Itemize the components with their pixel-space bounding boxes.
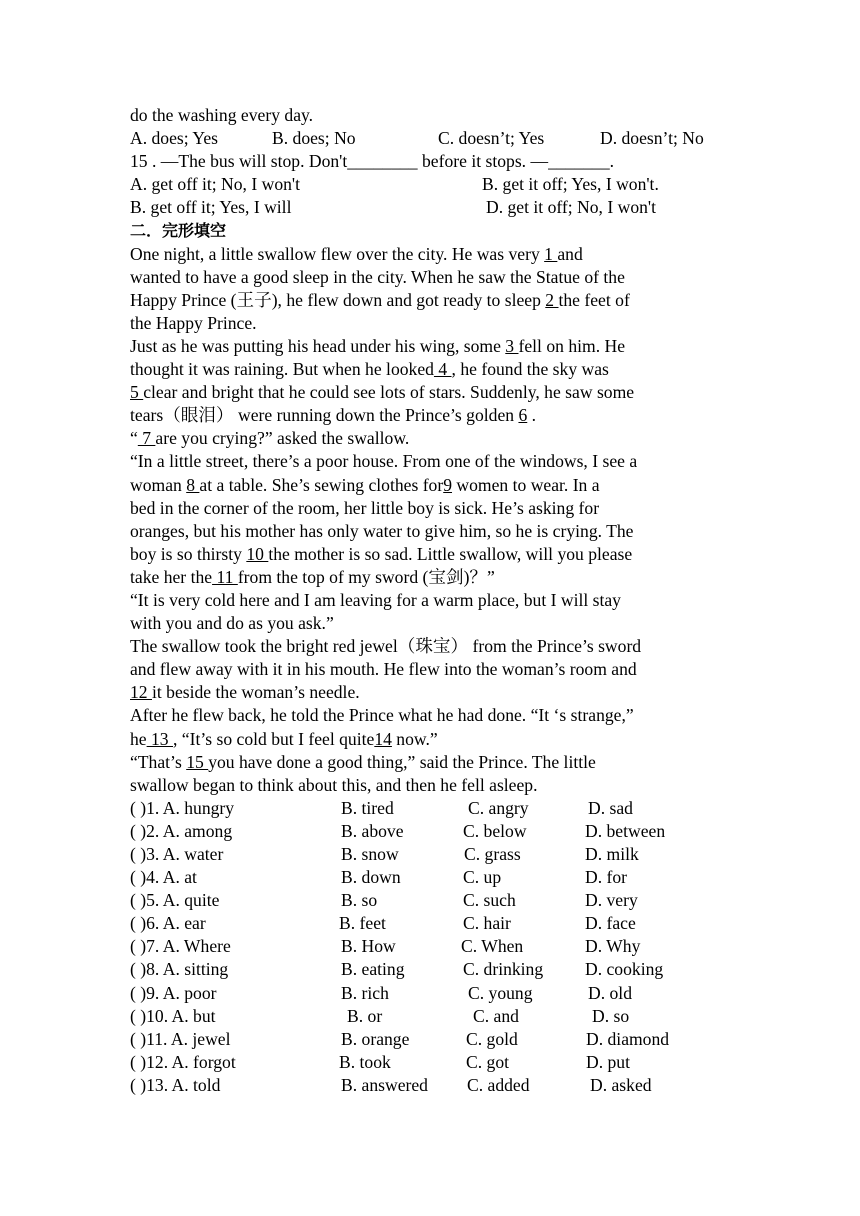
question-row bbox=[130, 935, 730, 958]
option-c: C. and bbox=[473, 1005, 519, 1026]
question-stem: ( )4. A. at bbox=[130, 867, 197, 888]
passage-line: After he flew back, he told the Prince what he had done. “It ‘s strange,” bbox=[130, 705, 634, 726]
text: . bbox=[527, 405, 537, 426]
option-b: B. orange bbox=[341, 1028, 410, 1049]
q15-stem: 15 . —The bus will stop. Don't________ before it stops. —_______. bbox=[130, 151, 615, 172]
option-d: D. cooking bbox=[585, 959, 664, 980]
option-c: C. such bbox=[463, 890, 516, 911]
question-row bbox=[130, 889, 730, 912]
section-heading: 二．完形填空 bbox=[130, 221, 227, 241]
text: “That’s bbox=[130, 751, 187, 772]
text: , he found the sky was bbox=[451, 359, 609, 380]
question-stem: ( )1. A. hungry bbox=[130, 797, 235, 818]
question-stem: ( )13. A. told bbox=[130, 1074, 221, 1095]
option-c: C. grass bbox=[464, 844, 521, 864]
text: the mother is so sad. Little swallow, will you please bbox=[268, 543, 633, 564]
passage-line bbox=[130, 289, 730, 312]
blank-8: 8 bbox=[186, 474, 200, 495]
question-row bbox=[130, 1074, 730, 1097]
question-stem: ( )10. A. but bbox=[130, 1005, 216, 1026]
question-row bbox=[130, 958, 730, 981]
text: , “It’s so cold but I feel quite bbox=[173, 728, 375, 749]
passage-line bbox=[130, 358, 730, 381]
option-d: D. face bbox=[585, 913, 636, 934]
option-c: C. gold bbox=[466, 1028, 518, 1049]
option-d: D. milk bbox=[585, 844, 639, 864]
text: it beside the woman’s needle. bbox=[152, 682, 360, 703]
passage-line bbox=[130, 404, 730, 427]
passage-line bbox=[130, 681, 730, 704]
text: Just as he was putting his head under his wing, some bbox=[130, 335, 506, 356]
option-c: C. up bbox=[463, 867, 502, 888]
option-d: D. asked bbox=[590, 1074, 652, 1095]
text: are you crying?” asked the swallow. bbox=[155, 428, 410, 449]
passage-line: bed in the corner of the room, her little boy is sick. He’s asking for bbox=[130, 497, 600, 518]
text: “ bbox=[130, 428, 138, 449]
option-d: D. diamond bbox=[586, 1028, 670, 1049]
passage-line bbox=[130, 751, 730, 774]
text: clear and bright that he could see lots of stars. Suddenly, he saw some bbox=[143, 382, 635, 403]
option-c: C. got bbox=[466, 1051, 510, 1072]
question-row bbox=[130, 982, 730, 1005]
passage-line: wanted to have a good sleep in the city. When he saw the Statue of the bbox=[130, 266, 625, 287]
question-stem: ( )9. A. poor bbox=[130, 982, 217, 1003]
option-d: D. between bbox=[585, 820, 666, 841]
blank-14: 14 bbox=[374, 728, 392, 749]
question-stem: ( )3. A. water bbox=[130, 844, 224, 864]
text: at a table. She’s sewing clothes for bbox=[199, 474, 444, 495]
q14-option-b: B. does; No bbox=[272, 128, 356, 149]
text: now.” bbox=[391, 728, 438, 749]
option-b: B. down bbox=[341, 867, 401, 888]
question-row bbox=[130, 1005, 730, 1028]
q15-option-b: B. get it off; Yes, I won't. bbox=[482, 174, 659, 195]
passage-line bbox=[130, 243, 730, 266]
question-stem: ( )5. A. quite bbox=[130, 890, 220, 911]
question-row bbox=[130, 866, 730, 889]
passage-line bbox=[130, 474, 730, 497]
text: boy is so thirsty bbox=[130, 543, 247, 564]
option-d: D. Why bbox=[585, 936, 641, 957]
option-c: C. hair bbox=[463, 913, 511, 934]
question-row bbox=[130, 1028, 730, 1051]
option-c: C. added bbox=[467, 1074, 530, 1095]
question-stem: ( )2. A. among bbox=[130, 820, 233, 841]
text: from the top of my sword (宝剑)？” bbox=[237, 566, 495, 587]
question-stem: ( )11. A. jewel bbox=[130, 1028, 231, 1049]
passage-line bbox=[130, 543, 730, 566]
passage-line bbox=[130, 728, 730, 751]
option-c: C. drinking bbox=[463, 959, 544, 980]
text: fell on him. He bbox=[518, 335, 626, 356]
text: he bbox=[130, 728, 147, 749]
q15-option-b2: B. get off it; Yes, I will bbox=[130, 197, 292, 218]
blank-3: 3 bbox=[505, 335, 519, 356]
text: woman bbox=[130, 474, 187, 495]
passage-line: the Happy Prince. bbox=[130, 312, 257, 333]
text: thought it was raining. But when he looked bbox=[130, 359, 434, 380]
option-d: D. very bbox=[585, 890, 638, 911]
option-d: D. old bbox=[588, 982, 632, 1003]
q14-options bbox=[130, 127, 730, 150]
blank-5: 5 bbox=[130, 382, 144, 403]
blank-1: 1 bbox=[544, 243, 558, 264]
passage-line: swallow began to think about this, and then he fell asleep. bbox=[130, 774, 538, 795]
blank-10: 10 bbox=[246, 543, 269, 564]
q14-option-a: A. does; Yes bbox=[130, 128, 218, 149]
passage-line bbox=[130, 335, 730, 358]
question-row bbox=[130, 912, 730, 935]
option-d: D. put bbox=[586, 1051, 630, 1072]
question-row bbox=[130, 843, 730, 866]
option-b: B. so bbox=[341, 890, 378, 911]
option-d: D. sad bbox=[588, 797, 633, 818]
q15-option-d: D. get it off; No, I won't bbox=[486, 197, 656, 218]
question-row bbox=[130, 820, 730, 843]
q14-option-c: C. doesn’t; Yes bbox=[438, 128, 545, 149]
blank-9: 9 bbox=[443, 474, 453, 495]
passage-line: The swallow took the bright red jewel（珠宝） from the Prince’s sword bbox=[130, 636, 642, 657]
question-list bbox=[130, 797, 730, 1097]
q15-options-row1 bbox=[130, 173, 730, 196]
passage-line bbox=[130, 566, 730, 589]
question-stem: ( )6. A. ear bbox=[130, 913, 206, 934]
q15-options-row2 bbox=[130, 196, 730, 219]
exam-page bbox=[130, 104, 730, 1097]
question-stem: ( )12. A. forgot bbox=[130, 1051, 236, 1072]
blank-12: 12 bbox=[130, 682, 152, 703]
option-b: B. snow bbox=[341, 844, 399, 864]
text: and bbox=[557, 243, 583, 264]
passage-line bbox=[130, 427, 730, 450]
option-c: C. young bbox=[468, 982, 533, 1003]
q15-option-a: A. get off it; No, I won't bbox=[130, 174, 300, 195]
question-stem: ( )7. A. Where bbox=[130, 936, 231, 957]
option-b: B. above bbox=[341, 820, 404, 841]
q14-option-d: D. doesn’t; No bbox=[600, 128, 704, 149]
option-b: B. rich bbox=[341, 982, 389, 1003]
blank-6: 6 bbox=[518, 405, 528, 426]
option-b: B. or bbox=[347, 1005, 383, 1026]
blank-15: 15 bbox=[186, 751, 209, 772]
option-b: B. eating bbox=[341, 959, 405, 980]
option-b: B. tired bbox=[341, 797, 394, 818]
passage-line bbox=[130, 381, 730, 404]
option-b: B. answered bbox=[341, 1074, 428, 1095]
prev-question-tail: do the washing every day. bbox=[130, 105, 314, 125]
option-b: B. How bbox=[341, 936, 396, 957]
option-b: B. took bbox=[339, 1051, 391, 1072]
option-c: C. below bbox=[463, 820, 527, 841]
passage-line: “In a little street, there’s a poor house. From one of the windows, I see a bbox=[130, 451, 638, 472]
text: women to wear. In a bbox=[452, 474, 600, 495]
text: One night, a little swallow flew over the city. He was very bbox=[130, 243, 545, 264]
option-d: D. for bbox=[585, 867, 628, 888]
passage-line: oranges, but his mother has only water to give him, so he is crying. The bbox=[130, 520, 634, 541]
blank-11: 11 bbox=[212, 566, 238, 587]
blank-2: 2 bbox=[545, 289, 559, 310]
passage-line: and flew away with it in his mouth. He flew into the woman’s room and bbox=[130, 659, 637, 680]
option-d: D. so bbox=[592, 1005, 630, 1026]
passage-line: “It is very cold here and I am leaving for a warm place, but I will stay bbox=[130, 589, 621, 610]
text: tears（眼泪） were running down the Prince’s golden bbox=[130, 405, 519, 426]
question-row bbox=[130, 1051, 730, 1074]
option-b: B. feet bbox=[339, 913, 386, 934]
text: you have done a good thing,” said the Prince. The little bbox=[208, 751, 596, 772]
option-c: C. angry bbox=[468, 797, 529, 818]
blank-13: 13 bbox=[146, 728, 173, 749]
passage-line: with you and do as you ask.” bbox=[130, 613, 334, 634]
question-stem: ( )8. A. sitting bbox=[130, 959, 229, 980]
text: Happy Prince (王子), he flew down and got ready to sleep bbox=[130, 289, 546, 310]
text: take her the bbox=[130, 566, 213, 587]
question-row bbox=[130, 797, 730, 820]
blank-7: 7 bbox=[137, 428, 156, 449]
option-c: C. When bbox=[461, 936, 524, 957]
blank-4: 4 bbox=[433, 359, 452, 380]
text: the feet of bbox=[558, 289, 630, 310]
